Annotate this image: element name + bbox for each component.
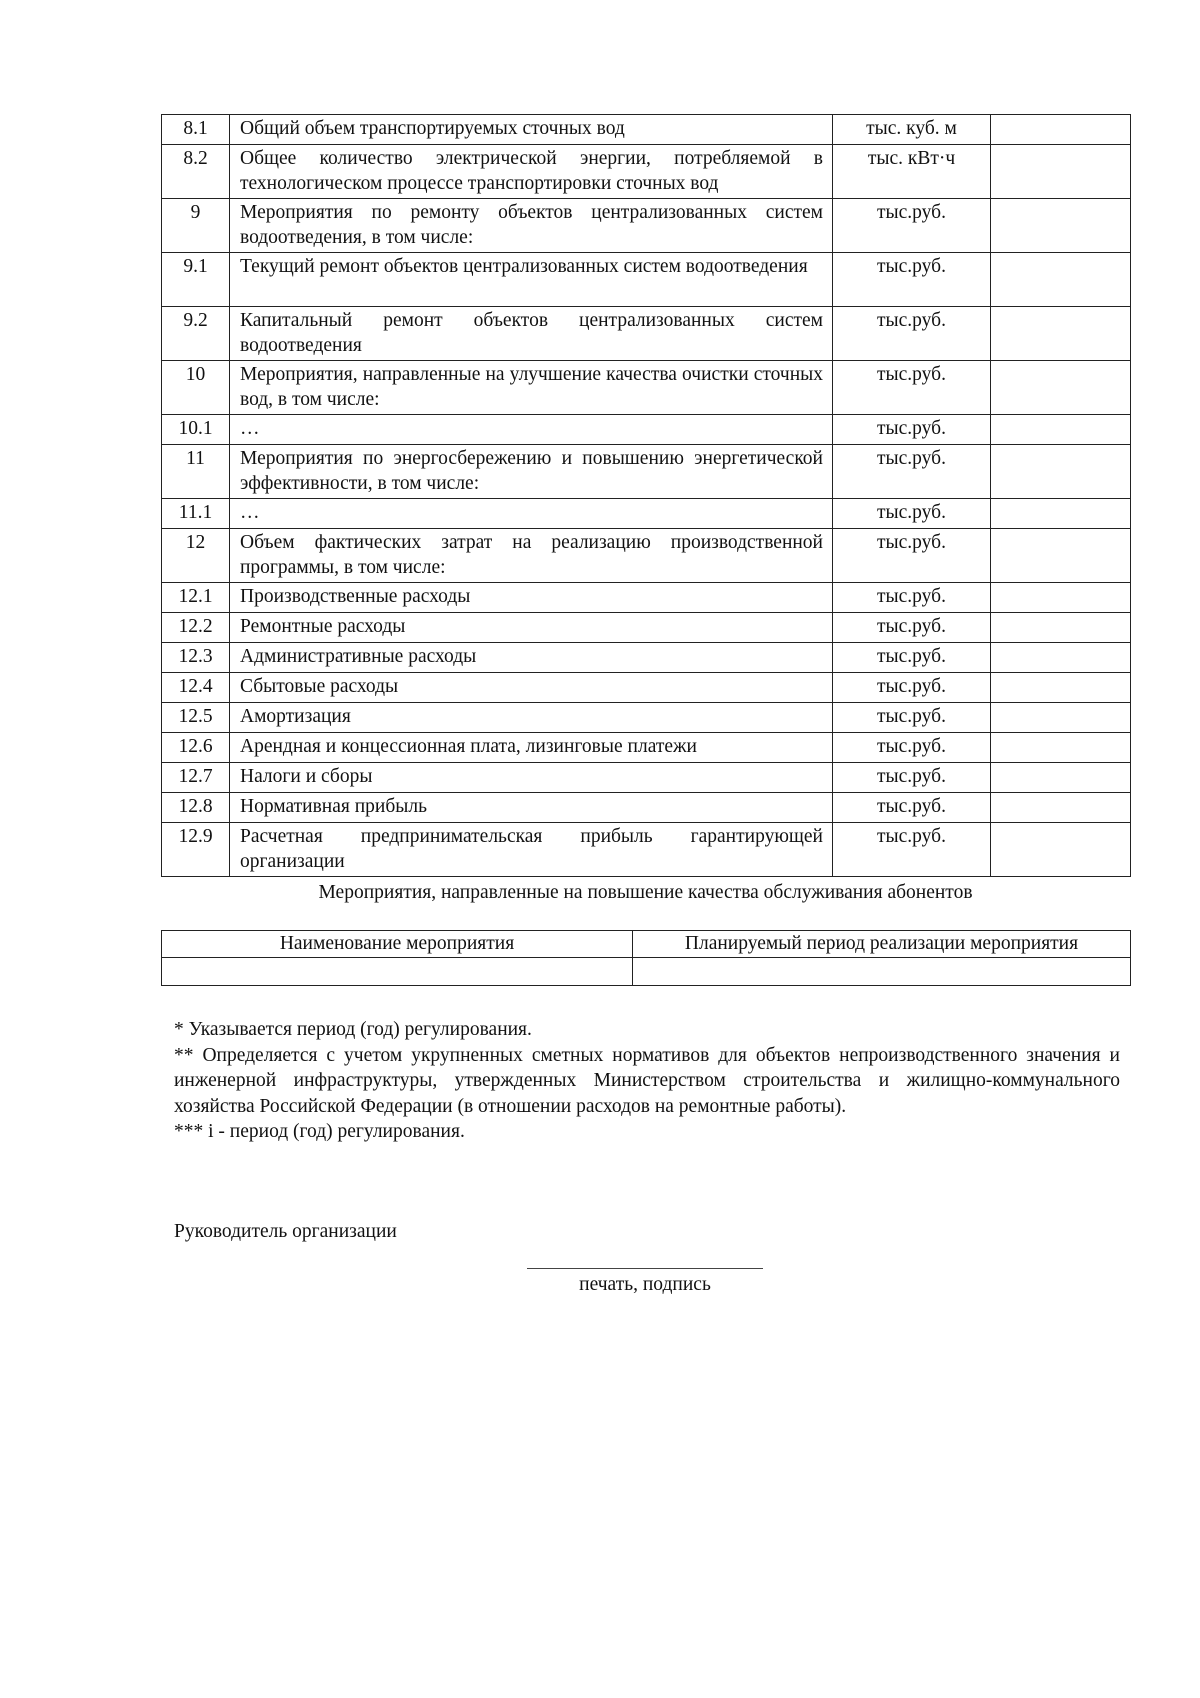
table-row — [162, 733, 1131, 763]
table-row — [162, 673, 1131, 703]
row-value-cell[interactable] — [991, 307, 1131, 361]
row-value-cell[interactable] — [991, 733, 1131, 763]
table-row — [162, 253, 1131, 307]
row-name-cell: Производственные расходы — [230, 583, 833, 613]
row-number-cell: 11 — [162, 445, 230, 499]
table-row — [162, 793, 1131, 823]
row-name-cell: Мероприятия по ремонту объектов централизованных систем водоотведения, в том числе: — [230, 199, 833, 253]
table-row — [162, 499, 1131, 529]
row-value-cell[interactable] — [991, 445, 1131, 499]
row-name-cell: … — [230, 415, 833, 445]
row-unit-cell: тыс.руб. — [833, 415, 991, 445]
table-row — [162, 199, 1131, 253]
row-value-cell[interactable] — [991, 253, 1131, 307]
row-number-cell: 12.4 — [162, 673, 230, 703]
row-unit-cell: тыс.руб. — [833, 199, 991, 253]
table-row — [162, 445, 1131, 499]
row-unit-cell: тыс.руб. — [833, 823, 991, 877]
row-unit-cell: тыс.руб. — [833, 643, 991, 673]
row-unit-cell: тыс.руб. — [833, 673, 991, 703]
production-program-table — [161, 114, 1131, 877]
row-name-cell: Амортизация — [230, 703, 833, 733]
row-name-cell: Капитальный ремонт объектов централизованных систем водоотведения — [230, 307, 833, 361]
row-value-cell[interactable] — [991, 529, 1131, 583]
row-unit-cell: тыс.руб. — [833, 361, 991, 415]
row-unit-cell: тыс.руб. — [833, 307, 991, 361]
row-unit-cell: тыс.руб. — [833, 499, 991, 529]
service-cell-planned-period[interactable] — [633, 958, 1131, 986]
row-name-cell: Текущий ремонт объектов централизованных систем водоотведения — [230, 253, 833, 307]
row-unit-cell: тыс.руб. — [833, 733, 991, 763]
row-unit-cell: тыс.руб. — [833, 445, 991, 499]
row-unit-cell: тыс. кВт·ч — [833, 145, 991, 199]
row-value-cell[interactable] — [991, 643, 1131, 673]
row-number-cell: 12.9 — [162, 823, 230, 877]
table-row — [162, 415, 1131, 445]
row-name-cell: Объем фактических затрат на реализацию производственной программы, в том числе: — [230, 529, 833, 583]
table-row — [162, 583, 1131, 613]
table-row — [162, 361, 1131, 415]
row-unit-cell: тыс.руб. — [833, 583, 991, 613]
signer-label: Руководитель организации — [174, 1221, 397, 1242]
row-unit-cell: тыс.руб. — [833, 703, 991, 733]
row-value-cell[interactable] — [991, 763, 1131, 793]
row-number-cell: 9.1 — [162, 253, 230, 307]
footnote-2: ** Определяется с учетом укрупненных сметных нормативов для объектов непроизводственного значения и инженерной инфраструктуры, утвержденных Министерством строительства и жилищно-коммунального хозяйства Российской Федерации (в отношении расходов на ремонтные работы). — [174, 1044, 1120, 1117]
row-number-cell: 12.1 — [162, 583, 230, 613]
row-unit-cell: тыс.руб. — [833, 793, 991, 823]
row-name-cell: Налоги и сборы — [230, 763, 833, 793]
signature-caption: печать, подпись — [579, 1274, 711, 1295]
row-unit-cell: тыс. куб. м — [833, 115, 991, 145]
row-value-cell[interactable] — [991, 499, 1131, 529]
table-row — [162, 145, 1131, 199]
row-name-cell: Арендная и концессионная плата, лизинговые платежи — [230, 733, 833, 763]
service-header-planned-period: Планируемый период реализации мероприятия — [633, 931, 1131, 958]
row-value-cell[interactable] — [991, 415, 1131, 445]
row-value-cell[interactable] — [991, 613, 1131, 643]
service-table-row — [162, 958, 1131, 986]
row-value-cell[interactable] — [991, 823, 1131, 877]
row-value-cell[interactable] — [991, 115, 1131, 145]
row-name-cell: … — [230, 499, 833, 529]
row-name-cell: Административные расходы — [230, 643, 833, 673]
footnotes — [174, 1017, 1120, 1145]
service-measures-table — [161, 930, 1131, 986]
service-section-title: Мероприятия, направленные на повышение качества обслуживания абонентов — [318, 882, 973, 903]
row-value-cell[interactable] — [991, 361, 1131, 415]
row-number-cell: 10.1 — [162, 415, 230, 445]
row-number-cell: 9.2 — [162, 307, 230, 361]
row-value-cell[interactable] — [991, 199, 1131, 253]
table-row — [162, 115, 1131, 145]
footnote-1: * Указывается период (год) регулирования. — [174, 1019, 532, 1040]
row-number-cell: 12.8 — [162, 793, 230, 823]
footnote-3: *** i - период (год) регулирования. — [174, 1121, 465, 1142]
service-header-measure-name: Наименование мероприятия — [162, 931, 633, 958]
row-name-cell: Ремонтные расходы — [230, 613, 833, 643]
row-name-cell: Сбытовые расходы — [230, 673, 833, 703]
row-number-cell: 8.2 — [162, 145, 230, 199]
signature-line — [527, 1268, 763, 1269]
row-number-cell: 10 — [162, 361, 230, 415]
row-name-cell: Мероприятия по энергосбережению и повышению энергетической эффективности, в том числе: — [230, 445, 833, 499]
row-unit-cell: тыс.руб. — [833, 613, 991, 643]
service-table-header-row — [162, 931, 1131, 958]
row-number-cell: 12 — [162, 529, 230, 583]
row-value-cell[interactable] — [991, 145, 1131, 199]
row-number-cell: 12.5 — [162, 703, 230, 733]
table-row — [162, 613, 1131, 643]
row-number-cell: 12.2 — [162, 613, 230, 643]
row-value-cell[interactable] — [991, 583, 1131, 613]
row-number-cell: 8.1 — [162, 115, 230, 145]
production-program-table-body — [162, 115, 1131, 877]
table-row — [162, 823, 1131, 877]
row-value-cell[interactable] — [991, 703, 1131, 733]
row-name-cell: Нормативная прибыль — [230, 793, 833, 823]
row-unit-cell: тыс.руб. — [833, 253, 991, 307]
table-row — [162, 307, 1131, 361]
row-name-cell: Расчетная предпринимательская прибыль гарантирующей организации — [230, 823, 833, 877]
row-number-cell: 12.3 — [162, 643, 230, 673]
row-value-cell[interactable] — [991, 673, 1131, 703]
row-number-cell: 11.1 — [162, 499, 230, 529]
row-number-cell: 9 — [162, 199, 230, 253]
row-value-cell[interactable] — [991, 793, 1131, 823]
row-unit-cell: тыс.руб. — [833, 763, 991, 793]
table-row — [162, 763, 1131, 793]
table-row — [162, 643, 1131, 673]
row-unit-cell: тыс.руб. — [833, 529, 991, 583]
row-name-cell: Общий объем транспортируемых сточных вод — [230, 115, 833, 145]
row-number-cell: 12.6 — [162, 733, 230, 763]
row-number-cell: 12.7 — [162, 763, 230, 793]
table-row — [162, 703, 1131, 733]
table-row — [162, 529, 1131, 583]
row-name-cell: Общее количество электрической энергии, потребляемой в технологическом процессе транспортировки сточных вод — [230, 145, 833, 199]
row-name-cell: Мероприятия, направленные на улучшение качества очистки сточных вод, в том числе: — [230, 361, 833, 415]
service-cell-measure-name[interactable] — [162, 958, 633, 986]
